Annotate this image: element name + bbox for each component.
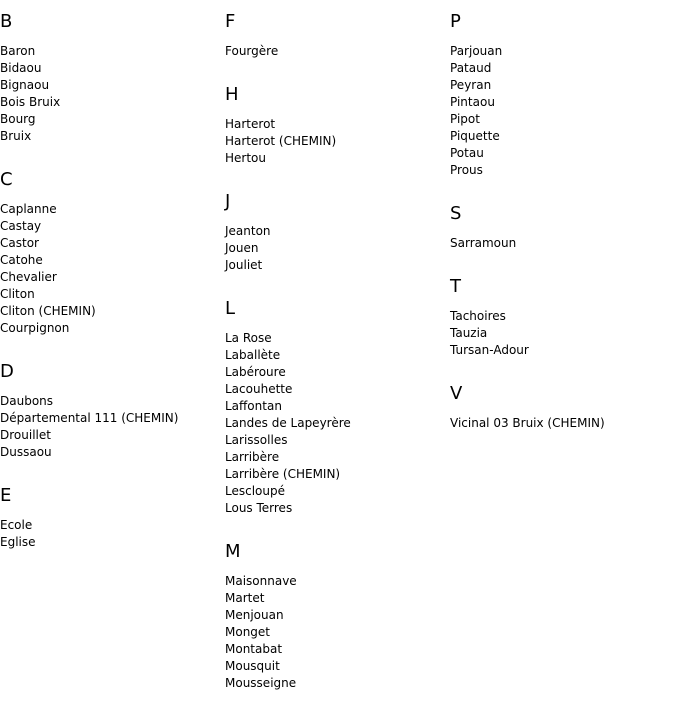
list-item <box>450 43 670 60</box>
index-column <box>450 10 670 455</box>
list-item <box>450 342 670 359</box>
street-link[interactable]: Tauzia <box>450 326 488 340</box>
list-item <box>0 111 220 128</box>
list-item <box>0 303 220 320</box>
list-item <box>0 218 220 235</box>
list-item <box>0 60 220 77</box>
street-link[interactable]: Laballète <box>225 348 281 362</box>
list-item <box>0 534 220 551</box>
list-item <box>0 252 220 269</box>
list-item <box>0 128 220 145</box>
letter-group <box>450 10 670 179</box>
street-link[interactable]: La Rose <box>225 331 272 345</box>
street-list <box>225 223 445 274</box>
street-link[interactable]: Pipot <box>450 112 480 126</box>
list-item <box>225 432 445 449</box>
street-link[interactable]: Castay <box>0 219 42 233</box>
list-item <box>0 517 220 534</box>
street-link[interactable]: Larribère (CHEMIN) <box>225 467 341 481</box>
letter-heading: B <box>0 11 13 32</box>
street-link[interactable]: Dussaou <box>0 445 52 459</box>
street-link[interactable]: Bidaou <box>0 61 42 75</box>
list-item <box>450 325 670 342</box>
street-list <box>450 415 670 432</box>
street-link[interactable]: Laffontan <box>225 399 282 413</box>
list-item <box>450 111 670 128</box>
list-item <box>225 590 445 607</box>
list-item <box>225 116 445 133</box>
list-item <box>225 607 445 624</box>
list-item <box>0 393 220 410</box>
street-link[interactable]: Bois Bruix <box>0 95 61 109</box>
street-link[interactable]: Tachoires <box>450 309 506 323</box>
letter-group <box>225 190 445 274</box>
list-item <box>0 235 220 252</box>
list-item <box>0 77 220 94</box>
street-link[interactable]: Départemental 111 (CHEMIN) <box>0 411 179 425</box>
street-link[interactable]: Courpignon <box>0 321 70 335</box>
letter-group <box>225 10 445 60</box>
street-link[interactable]: Sarramoun <box>450 236 517 250</box>
letter-heading: P <box>450 11 461 32</box>
list-item <box>0 94 220 111</box>
list-item <box>225 624 445 641</box>
street-link[interactable]: Hertou <box>225 151 266 165</box>
list-item <box>225 364 445 381</box>
street-link[interactable]: Peyran <box>450 78 492 92</box>
letter-heading: D <box>0 361 14 382</box>
letter-group <box>0 484 220 551</box>
street-link[interactable]: Bruix <box>0 129 32 143</box>
street-link[interactable]: Bignaou <box>0 78 50 92</box>
street-link[interactable]: Larribère <box>225 450 280 464</box>
street-link[interactable]: Cliton (CHEMIN) <box>0 304 96 318</box>
list-item <box>225 658 445 675</box>
street-link[interactable]: Maisonnave <box>225 574 297 588</box>
list-item <box>0 43 220 60</box>
street-list <box>0 43 220 145</box>
street-link[interactable]: Drouillet <box>0 428 51 442</box>
list-item <box>450 235 670 252</box>
street-link[interactable]: Daubons <box>0 394 54 408</box>
list-item <box>0 427 220 444</box>
street-list <box>450 235 670 252</box>
street-link[interactable]: Pataud <box>450 61 492 75</box>
list-item <box>225 150 445 167</box>
letter-group <box>450 382 670 432</box>
street-list <box>450 43 670 179</box>
street-link[interactable]: Landes de Lapeyrère <box>225 416 351 430</box>
list-item <box>450 77 670 94</box>
street-list <box>225 116 445 167</box>
list-item <box>225 449 445 466</box>
street-list <box>450 308 670 359</box>
list-item <box>225 240 445 257</box>
letter-heading: V <box>450 383 463 404</box>
street-link[interactable]: Ecole <box>0 518 33 532</box>
street-link[interactable]: Larissolles <box>225 433 288 447</box>
list-item <box>225 43 445 60</box>
street-link[interactable]: Menjouan <box>225 608 284 622</box>
street-link[interactable]: Potau <box>450 146 484 160</box>
letter-heading: H <box>225 84 239 105</box>
list-item <box>450 162 670 179</box>
list-item <box>0 410 220 427</box>
list-item <box>0 201 220 218</box>
list-item <box>450 308 670 325</box>
list-item <box>225 466 445 483</box>
street-link[interactable]: Baron <box>0 44 36 58</box>
street-link[interactable]: Parjouan <box>450 44 503 58</box>
list-item <box>225 573 445 590</box>
list-item <box>450 60 670 77</box>
list-item <box>225 398 445 415</box>
street-link[interactable]: Bourg <box>0 112 36 126</box>
street-link[interactable]: Montabat <box>225 642 283 656</box>
letter-heading: E <box>0 485 12 506</box>
street-list <box>225 43 445 60</box>
list-item <box>225 347 445 364</box>
street-link[interactable]: Mousquit <box>225 659 280 673</box>
list-item <box>0 444 220 461</box>
street-link[interactable]: Castor <box>0 236 39 250</box>
list-item <box>450 94 670 111</box>
list-item <box>225 675 445 692</box>
list-item <box>225 415 445 432</box>
street-link[interactable]: Pintaou <box>450 95 495 109</box>
street-link[interactable]: Lacouhette <box>225 382 293 396</box>
street-link[interactable]: Tursan-Adour <box>450 343 529 357</box>
street-link[interactable]: Harterot (CHEMIN) <box>225 134 337 148</box>
letter-group <box>0 168 220 337</box>
street-link[interactable]: Fourgère <box>225 44 279 58</box>
street-list <box>0 517 220 551</box>
street-link[interactable]: Vicinal 03 Bruix (CHEMIN) <box>450 416 605 430</box>
list-item <box>450 145 670 162</box>
street-link[interactable]: Lous Terres <box>225 501 293 515</box>
letter-group <box>225 297 445 517</box>
list-item <box>450 415 670 432</box>
street-list <box>0 201 220 337</box>
list-item <box>225 330 445 347</box>
list-item <box>0 320 220 337</box>
letter-group <box>450 202 670 252</box>
letter-group <box>225 83 445 167</box>
index-column <box>225 10 445 715</box>
index-column <box>0 10 220 574</box>
letter-group <box>450 275 670 359</box>
letter-group <box>225 540 445 692</box>
letter-heading: T <box>450 276 461 297</box>
street-link[interactable]: Labéroure <box>225 365 286 379</box>
list-item <box>0 286 220 303</box>
street-link[interactable]: Jeanton <box>225 224 271 238</box>
letter-group <box>0 10 220 145</box>
street-link[interactable]: Monget <box>225 625 271 639</box>
list-item <box>0 269 220 286</box>
street-link[interactable]: Mousseigne <box>225 676 297 690</box>
street-list <box>225 573 445 692</box>
street-link[interactable]: Chevalier <box>0 270 57 284</box>
list-item <box>225 483 445 500</box>
letter-heading: F <box>225 11 236 32</box>
letter-heading: S <box>450 203 462 224</box>
street-link[interactable]: Prous <box>450 163 483 177</box>
street-link[interactable]: Lescloupé <box>225 484 285 498</box>
street-list <box>0 393 220 461</box>
street-link[interactable]: Martet <box>225 591 265 605</box>
street-link[interactable]: Piquette <box>450 129 500 143</box>
list-item <box>450 128 670 145</box>
letter-heading: C <box>0 169 13 190</box>
list-item <box>225 223 445 240</box>
letter-heading: J <box>225 191 231 212</box>
street-link[interactable]: Harterot <box>225 117 276 131</box>
street-link[interactable]: Cliton <box>0 287 35 301</box>
list-item <box>225 500 445 517</box>
list-item <box>225 641 445 658</box>
street-link[interactable]: Jouen <box>225 241 259 255</box>
list-item <box>225 133 445 150</box>
street-link[interactable]: Eglise <box>0 535 36 549</box>
street-list <box>225 330 445 517</box>
letter-heading: L <box>225 298 236 319</box>
street-link[interactable]: Catohe <box>0 253 43 267</box>
letter-heading: M <box>225 541 241 562</box>
street-link[interactable]: Caplanne <box>0 202 57 216</box>
street-link[interactable]: Jouliet <box>225 258 263 272</box>
letter-group <box>0 360 220 461</box>
list-item <box>225 381 445 398</box>
list-item <box>225 257 445 274</box>
